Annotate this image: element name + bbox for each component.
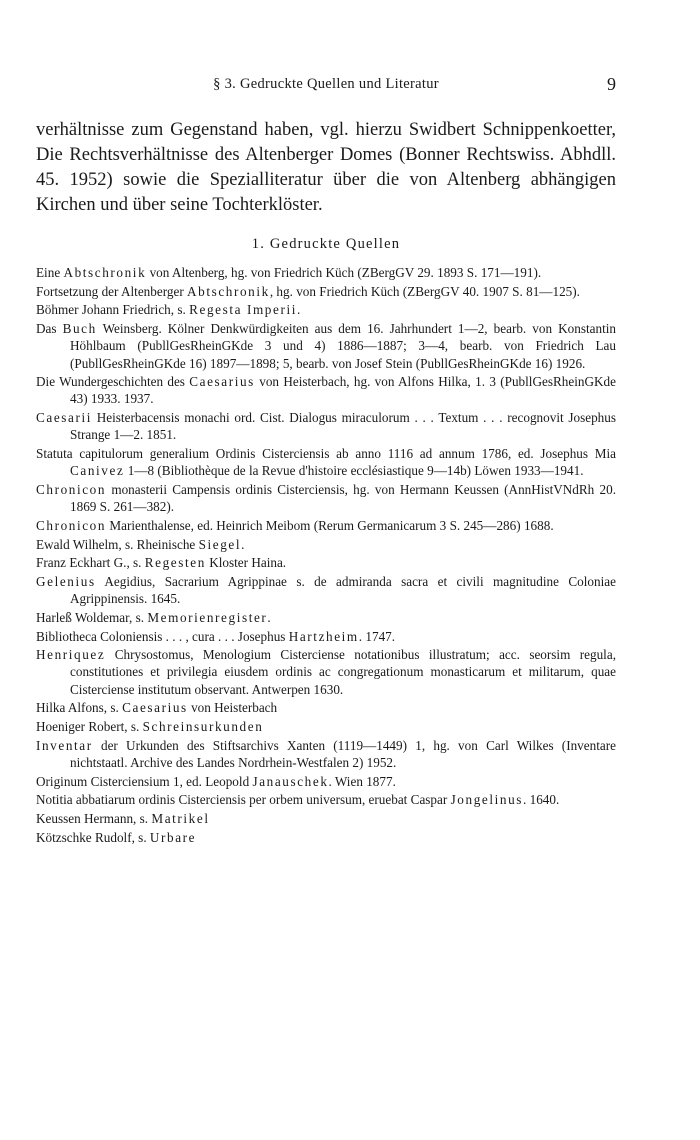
entry-keyword: Caesarius [189, 374, 255, 390]
entry-keyword: Janauschek [252, 773, 329, 789]
running-header [36, 74, 616, 96]
bibliography-list [36, 264, 616, 848]
bibliography-entry: Inventar der Urkunden des Stiftsarchivs Xanten (1119—1449) 1, hg. von Carl Wilkes (Inventare nichtstaatl. Archive des Landes Nordrhein-Westfalen 2) 1952. [36, 737, 616, 770]
entry-keyword: Caesarius [122, 700, 188, 716]
bibliography-entry: Ewald Wilhelm, s. Rheinische Siegel. [36, 536, 245, 552]
entry-keyword: Caesarii [36, 410, 93, 426]
bibliography-entry: Fortsetzung der Altenberger Abtschronik, hg. von Friedrich Küch (ZBergGV 40. 1907 S. 81—125). [36, 283, 580, 299]
page-number: 9 [607, 74, 616, 94]
entry-keyword: Chronicon [36, 517, 107, 533]
bibliography-entry: Böhmer Johann Friedrich, s. Regesta Imperii. [36, 302, 301, 318]
entry-keyword: Siegel [198, 536, 242, 552]
entry-keyword: Jongelinus [450, 792, 523, 808]
bibliography-entry: Chronicon Marienthalense, ed. Heinrich Meibom (Rerum Germanicarum 3 S. 245—286) 1688. [36, 517, 554, 533]
entry-keyword: Memorienregister [147, 609, 268, 625]
entry-keyword: Chronicon [36, 481, 107, 497]
bibliography-entry: Hoeniger Robert, s. Schreinsurkunden [36, 719, 264, 735]
bibliography-entry: Harleß Woldemar, s. Memorienregister. [36, 609, 271, 625]
entry-keyword: Schreinsurkunden [142, 719, 264, 735]
bibliography-entry: Gelenius Aegidius, Sacrarium Agrippinae s. de admiranda sacra et civili magnitudine Coloniae Agrippinensis. 1645. [36, 573, 616, 607]
bibliography-entry: Henriquez Chrysostomus, Menologium Cisterciense notationibus illustratum; acc. seorsim regula, constitutiones et privilegia eiusdem ordinis ac congregationum monasticarum et militarum, quae Cisterciense institutum observant. Antwerpen 1630. [36, 647, 616, 697]
bibliography-entry: Die Wundergeschichten des Caesarius von Heisterbach, hg. von Alfons Hilka, 1. 3 (PubllGesRheinGKde 43) 1933. 1937. [36, 374, 616, 407]
section-heading: 1. Gedruckte Quellen [251, 236, 401, 252]
bibliography-entry: Keussen Hermann, s. Matrikel [36, 811, 210, 827]
entry-keyword: Matrikel [151, 811, 210, 827]
entry-keyword: Buch [62, 321, 97, 337]
intro-paragraph: verhältnisse zum Gegenstand haben, vgl. hierzu Swidbert Schnippenkoetter, Die Rechtsverhältnisse des Altenberger Domes (Bonner Rechtswiss. Abhdll. 45. 1952) sowie die Spezialliteratur über die von Altenberg abhängigen Kirchen und über seine Tochterklöster. [36, 120, 616, 215]
bibliography-entry: Eine Abtschronik von Altenberg, hg. von Friedrich Küch (ZBergGV 29. 1893 S. 171—191). [36, 265, 542, 280]
entry-keyword: Hartzheim [288, 628, 359, 644]
bibliography-entry: Notitia abbatiarum ordinis Cisterciensis per orbem universum, eruebat Caspar Jongelinus. 1640. [36, 792, 560, 808]
bibliography-entry: Das Buch Weinsberg. Kölner Denkwürdigkeiten aus dem 16. Jahrhundert 1—2, bearb. von Konstantin Höhlbaum (PubllGesRheinGKde 3 und 4) 1886—1887; 3—4, bearb. von Friedrich Lau (PubllGesRheinGKde 16) 1897—1898; 5, bearb. von Josef Stein (PubllGesRheinGKde 16) 1926. [36, 321, 616, 371]
bibliography-entry: Bibliotheca Coloniensis . . . , cura . . . Josephus Hartzheim. 1747. [36, 628, 396, 644]
bibliography-entry: Chronicon monasterii Campensis ordinis Cisterciensis, hg. von Hermann Keussen (AnnHistVNdRh 20. 1869 S. 261—382). [36, 481, 616, 515]
entry-keyword: Henriquez [36, 647, 106, 663]
bibliography-entry: Originum Cisterciensium 1, ed. Leopold Janauschek. Wien 1877. [36, 773, 396, 789]
entry-keyword: Gelenius [36, 573, 96, 589]
entry-keyword: Regesten [144, 555, 206, 571]
entry-keyword: Urbare [149, 829, 197, 845]
bibliography-entry: Kötzschke Rudolf, s. Urbare [36, 829, 197, 845]
entry-keyword: Abtschronik [63, 265, 147, 280]
entry-keyword: Canivez [70, 463, 125, 479]
running-header-title: § 3. Gedruckte Quellen und Literatur [213, 76, 439, 92]
bibliography-entry: Franz Eckhart G., s. Regesten Kloster Haina. [36, 555, 287, 571]
entry-keyword: Abtschronik [187, 283, 270, 299]
entry-keyword: Regesta Imperii [189, 302, 297, 318]
bibliography-entry: Hilka Alfons, s. Caesarius von Heisterbach [36, 700, 278, 716]
entry-keyword: Inventar [36, 737, 93, 753]
bibliography-entry: Caesarii Heisterbacensis monachi ord. Cist. Dialogus miraculorum . . . Textum . . . recognovit Josephus Strange 1—2. 1851. [36, 410, 616, 443]
bibliography-entry: Statuta capitulorum generalium Ordinis Cisterciensis ab anno 1116 ad annum 1786, ed. Josephus Mia Canivez 1—8 (Bibliothèque de la Revue d'histoire ecclésiastique 9—14b) Löwen 1933—1941. [36, 446, 616, 479]
